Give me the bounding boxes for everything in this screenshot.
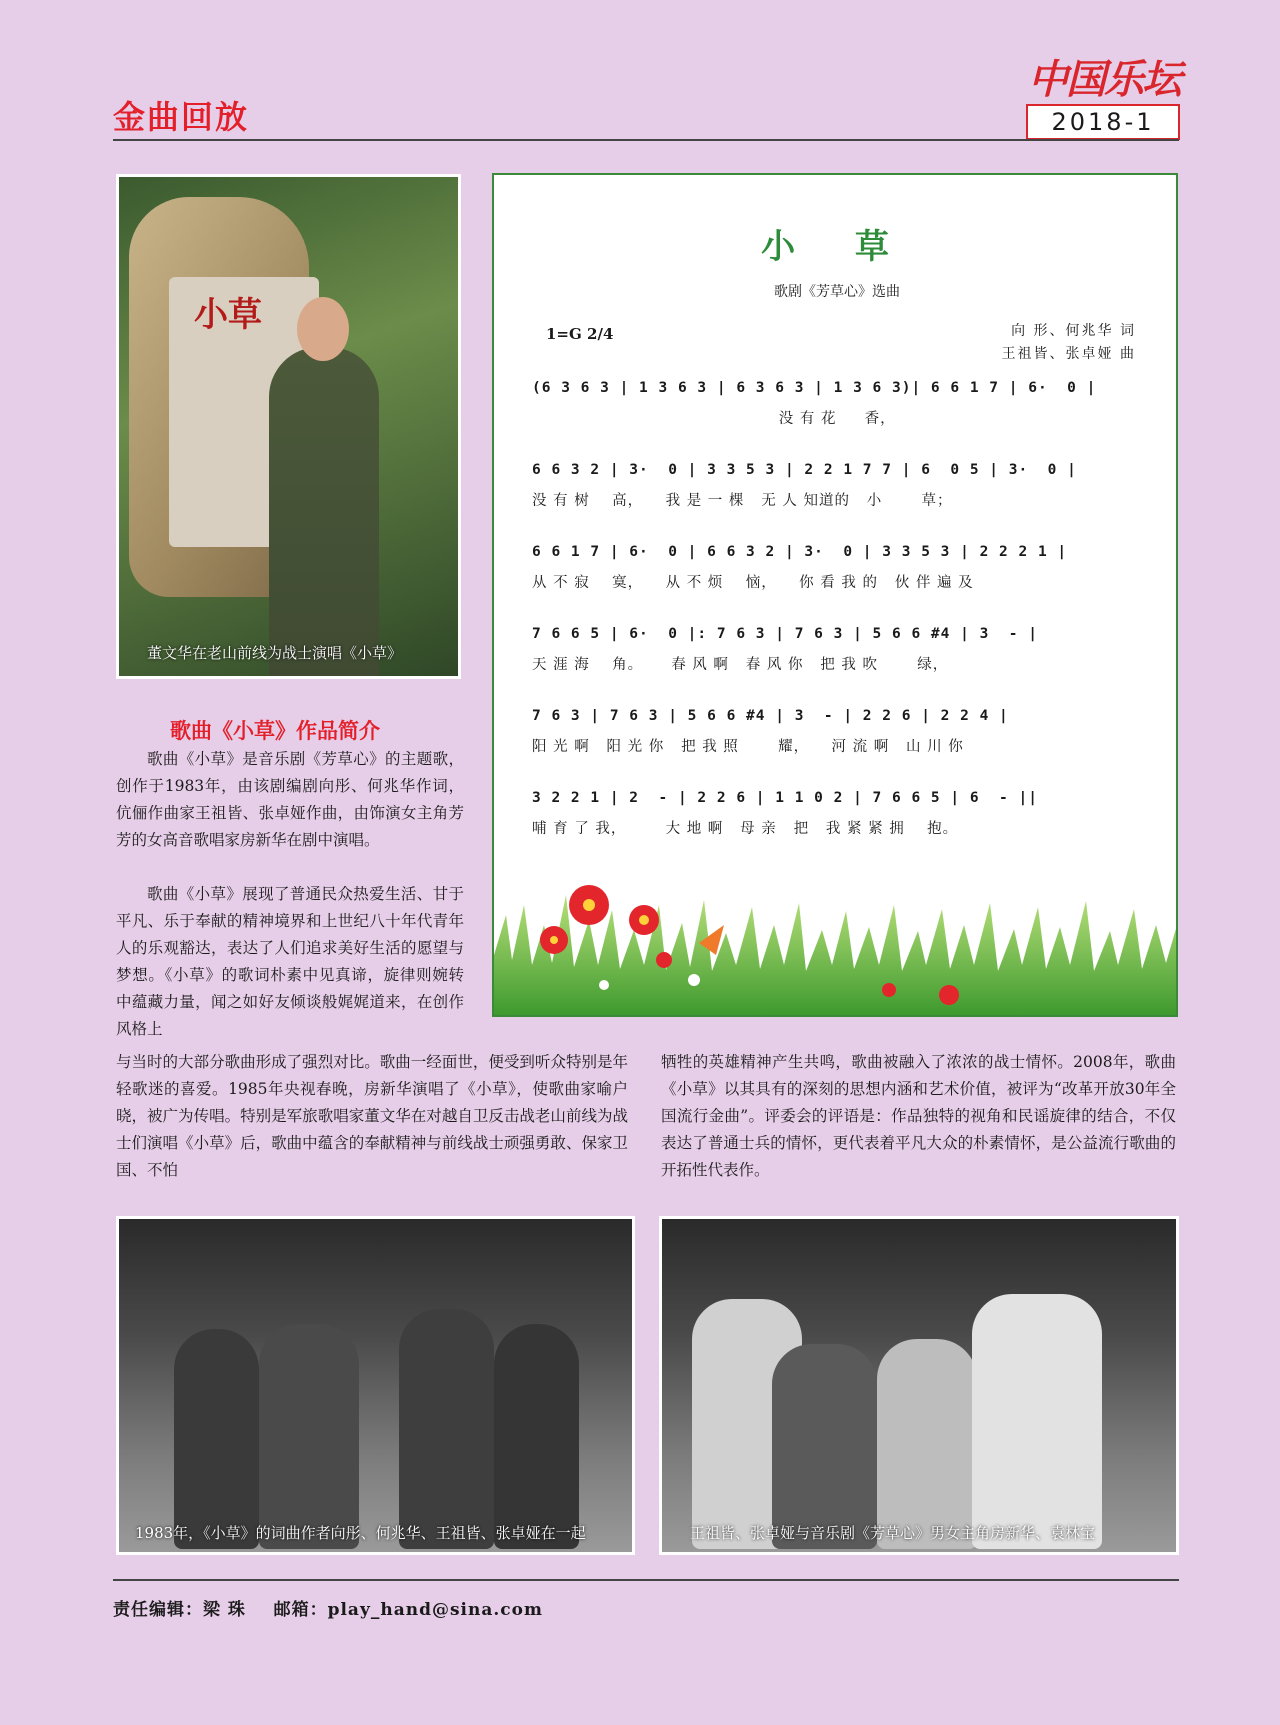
issue-number: 2018-1	[1026, 104, 1180, 140]
bottom-right-photo	[659, 1216, 1179, 1555]
lyricist-credit: 向 形、何兆华 词	[1011, 323, 1136, 339]
person-4	[972, 1294, 1102, 1549]
intro-paragraph-2-right: 牺牲的英雄精神产生共鸣，歌曲被融入了浓浓的战士情怀。2008年，歌曲《小草》以其具有的深刻的思想内涵和艺术价值，被评为“改革开放30年全国流行金曲”。评委会的评语是：作品独特的视角和民谣旋律的结合，不仅表达了普通士兵的情怀，更代表着平凡大众的朴素情怀，是公益流行歌曲的开拓性代表作。	[661, 1053, 1176, 1179]
section-title: 金曲回放	[113, 98, 250, 136]
person-2	[772, 1344, 877, 1549]
bottom-right-caption: 王祖皆、张卓娅与音乐剧《芳草心》男女主角房新华、袁林宝	[690, 1524, 1096, 1542]
score-row-6-lyrics: 哺 育 了 我， 大 地 啊 母 亲 把 我 紧 紧 拥 抱。	[532, 821, 959, 837]
score-row-4-notes: 7 6 6 5 | 6· 0 |: 7 6 3 | 7 6 3 | 5 6 6 #4 | 3 - |	[532, 626, 1038, 642]
top-photo-caption: 董文华在老山前线为战士演唱《小草》	[147, 644, 403, 662]
score-row-4-lyrics: 天 涯 海 角。 春 风 啊 春 风 你 把 我 吹 绿，	[532, 657, 949, 673]
singer-figure	[269, 347, 379, 679]
score-row-3-notes: 6 6 1 7 | 6· 0 | 6 6 3 2 | 3· 0 | 3 3 5 3 | 2 2 2 1 |	[532, 544, 1068, 560]
header-divider	[113, 139, 1179, 141]
score-row-5-lyrics: 阳 光 啊 阳 光 你 把 我 照 耀， 河 流 啊 山 川 你	[532, 739, 964, 755]
score-row-6-notes: 3 2 2 1 | 2 - | 2 2 6 | 1 1 0 2 | 7 6 6 5 | 6 - ||	[532, 790, 1038, 806]
magazine-masthead: 中国乐坛	[1028, 56, 1180, 103]
score-row-2-lyrics: 没 有 树 高， 我 是 一 棵 无 人 知道的 小 草；	[532, 493, 953, 509]
plaque-title: 小草	[194, 295, 262, 335]
score-row-1-notes: (6 3 6 3 | 1 3 6 3 | 6 3 6 3 | 1 3 6 3)| 6 6 1 7 | 6· 0 |	[532, 380, 1097, 396]
score-row-3-lyrics: 从 不 寂 寞， 从 不 烦 恼， 你 看 我 的 伙 伴 遍 及	[532, 575, 974, 591]
key-signature: 1=G 2/4	[546, 325, 614, 343]
song-subtitle: 歌剧《芳草心》选曲	[774, 284, 900, 300]
person-3	[399, 1309, 494, 1549]
person-4	[494, 1324, 579, 1549]
intro-heading: 歌曲《小草》作品简介	[170, 719, 380, 743]
top-photo	[116, 174, 461, 679]
score-row-5-notes: 7 6 3 | 7 6 3 | 5 6 6 #4 | 3 - | 2 2 6 | 2 2 4 |	[532, 708, 1009, 724]
intro-paragraph-2-continued: 与当时的大部分歌曲形成了强烈对比。歌曲一经面世，便受到听众特别是年轻歌迷的喜爱。1985年央视春晚，房新华演唱了《小草》，使歌曲家喻户晓，被广为传唱。特别是军旅歌唱家董文华在对越自卫反击战老山前线为战士们演唱《小草》后，歌曲中蕴含的奉献精神与前线战士顽强勇敢、保家卫国、不怕	[116, 1053, 628, 1179]
person-3	[877, 1339, 977, 1549]
intro-paragraph-1: 歌曲《小草》是音乐剧《芳草心》的主题歌，创作于1983年，由该剧编剧向彤、何兆华作词，伉俪作曲家王祖皆、张卓娅作曲，由饰演女主角芳芳的女高音歌唱家房新华在剧中演唱。	[116, 750, 464, 849]
music-score-panel	[492, 173, 1178, 1017]
person-2	[259, 1324, 359, 1549]
singer-head	[297, 297, 349, 361]
song-title: 小 草	[761, 227, 913, 267]
footer-divider	[113, 1579, 1179, 1581]
bottom-left-caption: 1983年，《小草》的词曲作者向彤、何兆华、王祖皆、张卓娅在一起	[135, 1524, 586, 1542]
composer-credit: 王祖皆、张卓娅 曲	[1001, 346, 1136, 362]
score-row-1-lyrics: 没 有 花 香，	[532, 411, 896, 427]
score-row-2-notes: 6 6 3 2 | 3· 0 | 3 3 5 3 | 2 2 1 7 7 | 6 0 5 | 3· 0 |	[532, 462, 1077, 478]
intro-paragraph-2: 歌曲《小草》展现了普通民众热爱生活、甘于平凡、乐于奉献的精神境界和上世纪八十年代青年人的乐观豁达，表达了人们追求美好生活的愿望与梦想。《小草》的歌词朴素中见真谛，旋律则婉转中蕴藏力量，闻之如好友倾谈般娓娓道来，在创作风格上	[116, 885, 464, 1038]
bottom-left-photo	[116, 1216, 635, 1555]
flower-grass-decoration	[494, 845, 1178, 1015]
footer-credits: 责任编辑：梁 珠 邮箱：play_hand@sina.com	[113, 1600, 543, 1620]
person-1	[174, 1329, 259, 1549]
